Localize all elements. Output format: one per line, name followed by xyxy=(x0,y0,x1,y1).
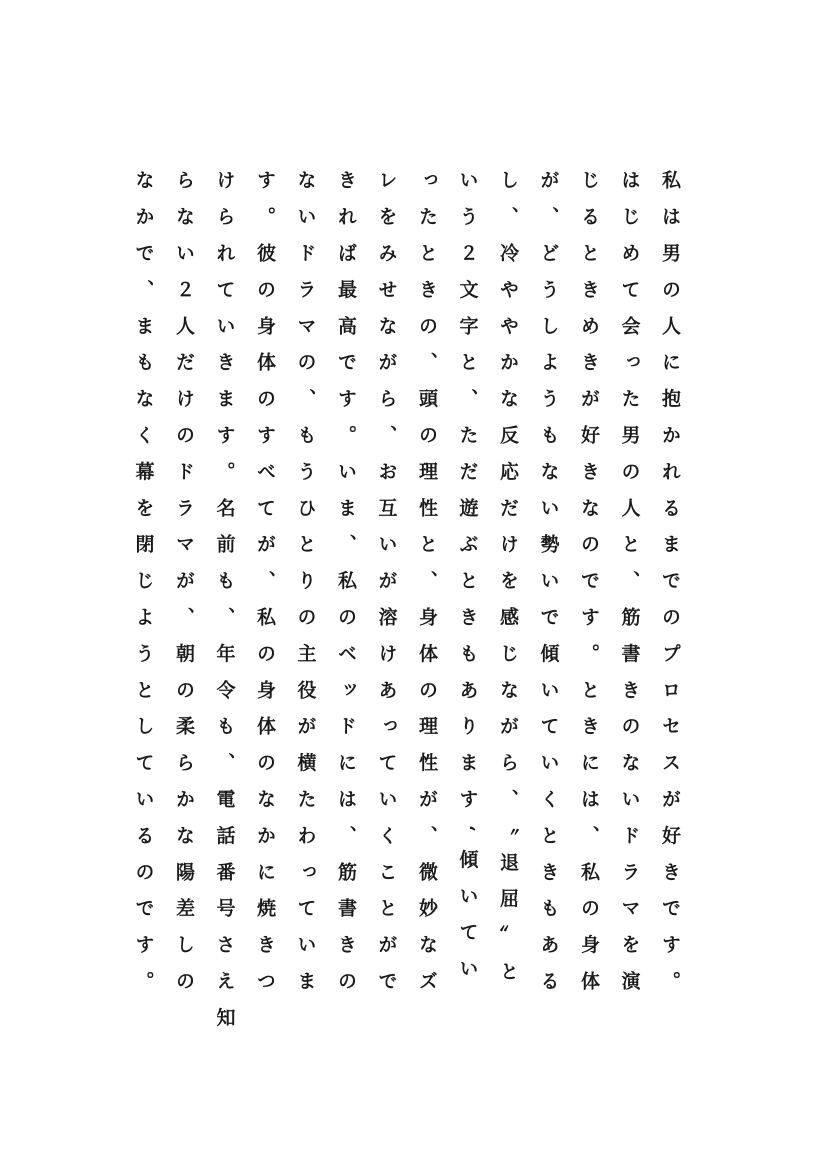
text-column-11: す。彼の身体のすべてが、私の身体のなかに焼きつ xyxy=(254,170,276,1008)
text-column-3: じるときめきが好きなのです。ときには、私の身体 xyxy=(578,170,600,1008)
text-column-14: なかで、まもなく幕を閉じようとしているのです。 xyxy=(132,170,155,1008)
text-column-2: はじめて会った男の人と、筋書きのないドラマを演 xyxy=(618,170,641,1008)
text-column-10: ないドラマの、もうひとりの主役が横たわっていま xyxy=(294,170,317,1008)
text-column-7: ったときの、頭の理性と、身体の理性が、微妙なズ xyxy=(416,170,438,1008)
text-column-6: いう２文字と、ただ遊ぶときもありますʻ傾いてい xyxy=(456,170,479,995)
text-column-8: レをみせながら、お互いが溶けあっていくことがで xyxy=(375,170,398,1008)
text-column-5: し、冷ややかな反応だけを感じながら、〝退屈〟と xyxy=(497,170,519,998)
text-column-13: らない２人だけのドラマが、朝の柔らかな陽差しの xyxy=(173,170,195,1008)
text-column-4: が、どうしようもない勢いで傾いていくときもある xyxy=(537,170,560,1008)
text-column-9: きれば最高です。いま、私のベッドには、筋書きの xyxy=(335,170,357,1008)
text-column-12: けられていきます。名前も、年令も、電話番号さえ知 xyxy=(213,170,236,1044)
vertical-text-body xyxy=(132,170,690,1044)
text-column-1: 私は男の人に抱かれるまでのプロセスが好きです。 xyxy=(659,170,681,1008)
